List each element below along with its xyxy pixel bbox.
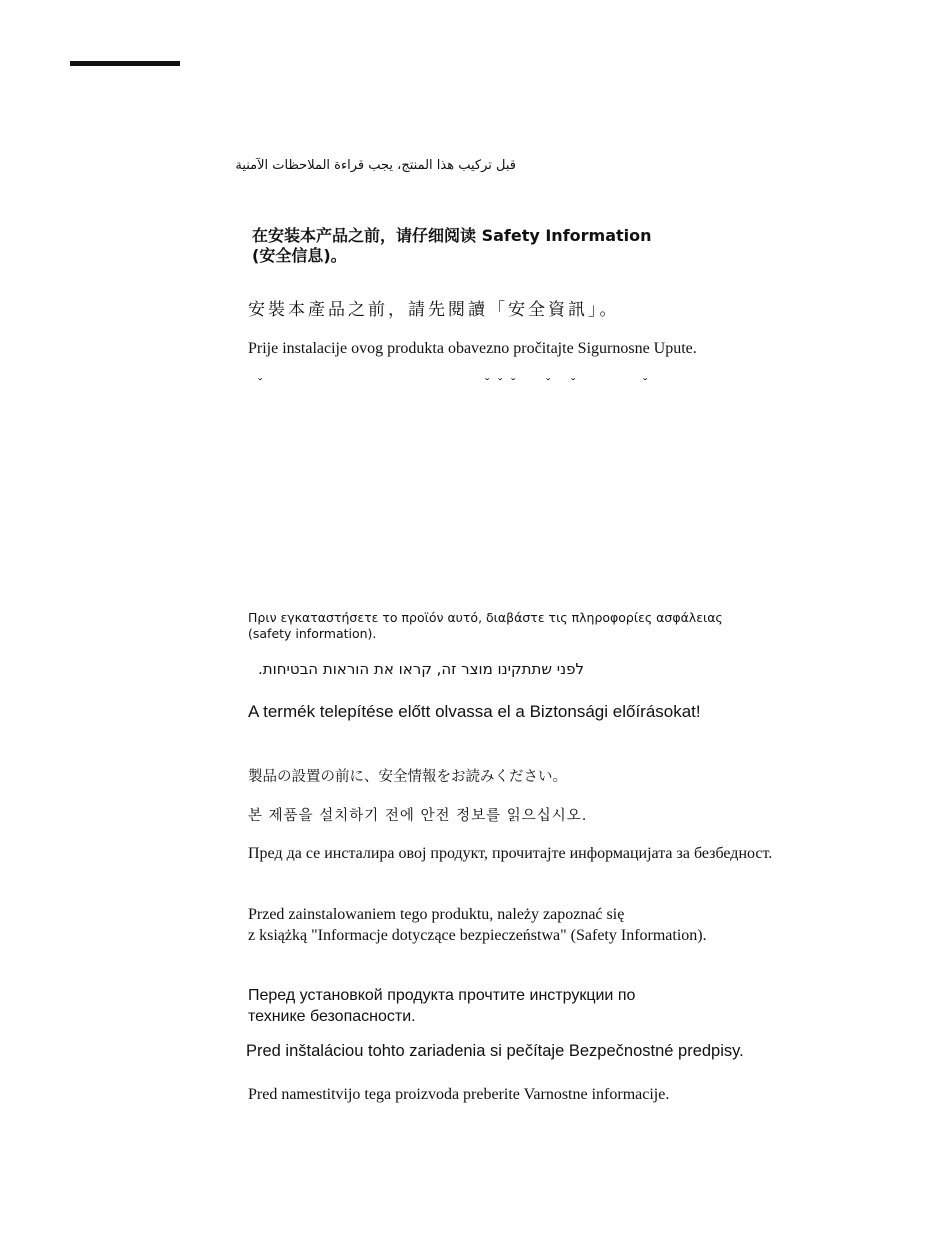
notice-slovenian: Pred namestitvijo tega proizvoda preberite Varnostne informacije. <box>248 1086 670 1103</box>
notice-chinese-simplified-line2: (安全信息)。 <box>252 246 347 265</box>
czech-mark: ˇ <box>498 375 503 390</box>
czech-mark: ˇ <box>643 375 648 390</box>
notice-russian-line1: Перед установкой продукта прочтите инструкции по <box>248 987 636 1004</box>
notice-polish-line1: Przed zainstalowaniem tego produktu, należy zapoznać się <box>248 906 625 923</box>
notice-macedonian: Пред да се инсталира овој продукт, прочитајте информацијата за безбедност. <box>248 845 773 862</box>
notice-polish <box>248 904 707 946</box>
header-rule <box>70 61 180 66</box>
czech-mark: ˇ <box>546 375 551 390</box>
notice-japanese: 製品の設置の前に、安全情報をお読みください。 <box>248 769 567 785</box>
notice-chinese-simplified <box>252 226 652 266</box>
notice-arabic: قبل تركيب هذا المنتج، يجب قراءة الملاحظات الآمنية <box>235 158 516 173</box>
czech-mark: ˇ <box>571 375 576 390</box>
notice-hungarian: A termék telepítése előtt olvassa el a Biztonsági előírásokat! <box>248 702 701 721</box>
czech-mark: ˇ <box>485 375 490 390</box>
czech-mark: ˇ <box>258 375 263 390</box>
notice-croatian: Prije instalacije ovog produkta obavezno pročitajte Sigurnosne Upute. <box>248 340 697 357</box>
notice-russian <box>248 985 635 1027</box>
notice-czech-diacritics <box>248 375 668 389</box>
notice-polish-line2: z książką "Informacje dotyczące bezpieczeństwa" (Safety Information). <box>248 927 707 944</box>
notice-korean: 본 제품을 설치하기 전에 안전 정보를 읽으십시오. <box>248 808 588 824</box>
notice-hebrew: לפני שתתקינו מוצר זה, קראו את הוראות הבטיחות. <box>258 660 584 678</box>
notice-chinese-simplified-line1: 在安装本产品之前，请仔细阅读 Safety Information <box>252 226 652 245</box>
notice-slovak: Pred inštaláciou tohto zariadenia si pečítaje Bezpečnostné predpisy. <box>246 1042 744 1060</box>
notice-greek-line2: (safety information). <box>248 626 377 641</box>
notice-russian-line2: технике безопасности. <box>248 1008 416 1025</box>
notice-greek-line1: Πριν εγκαταστήσετε το προϊόν αυτό, διαβάστε τις πληροφορίες ασφάλειας <box>248 610 723 625</box>
notice-greek <box>248 610 723 642</box>
czech-mark: ˇ <box>511 375 516 390</box>
notice-chinese-traditional: 安裝本產品之前，請先閱讀「安全資訊」。 <box>248 300 620 319</box>
